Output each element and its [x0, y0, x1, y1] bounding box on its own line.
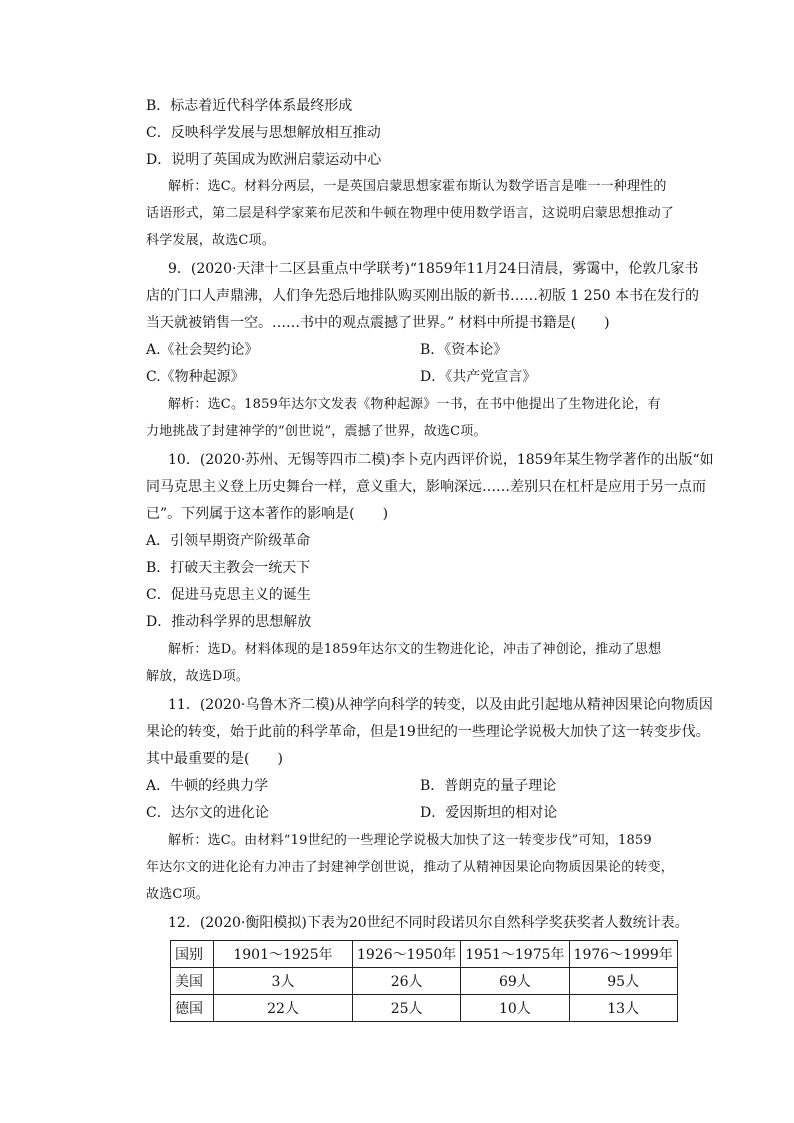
nobel-stats-table — [170, 940, 678, 1022]
question-11-line2: 果论的转变，始于此前的科学革命，但是19世纪的一些理论学说极大加快了这一转变步伐。 — [146, 724, 710, 740]
analysis-q11-line3: 故选C项。 — [146, 887, 209, 902]
table-row — [171, 968, 678, 995]
table-cell: 10人 — [461, 995, 569, 1022]
option-a-q10: A．引领早期资产阶级革命 — [146, 533, 311, 549]
option-a-q11: A．牛顿的经典力学 — [146, 778, 269, 794]
table-cell: 德国 — [171, 995, 214, 1022]
option-d-q9: D．《共产党宣言》 — [420, 369, 537, 385]
analysis-q8-line1: 解析：选C。材料分两层，一是英国启蒙思想家霍布斯认为数学语言是唯一一种理性的 — [168, 179, 667, 194]
option-b-q11: B．普朗克的量子理论 — [420, 778, 557, 794]
table-cell: 25人 — [353, 995, 461, 1022]
analysis-q8-line3: 科学发展，故选C项。 — [146, 233, 275, 248]
analysis-q11-line1: 解析：选C。由材料“19世纪的一些理论学说极大加快了这一转变步伐”可知，1859 — [168, 833, 652, 848]
table-header-cell: 1951～1975年 — [461, 941, 569, 968]
option-b-q9: B．《资本论》 — [420, 342, 508, 358]
table-cell: 95人 — [569, 968, 677, 995]
analysis-q11-line2: 年达尔文的进化论有力冲击了封建神学创世说，推动了从精神因果论向物质因果论的转变， — [146, 860, 675, 875]
question-9-line3: 当天就被销售一空。……书中的观点震撼了世界。” 材料中所提书籍是( ) — [146, 315, 610, 331]
question-9-line2: 店的门口人声鼎沸，人们争先恐后地排队购买刚出版的新书……初版 1 250 本书在发行的 — [146, 288, 699, 304]
table-cell: 3人 — [214, 968, 353, 995]
analysis-q8-line2: 话语形式，第二层是科学家莱布尼茨和牛顿在物理中使用数学语言，这说明启蒙思想推动了 — [146, 206, 675, 221]
option-d-q8: D．说明了英国成为欧洲启蒙运动中心 — [146, 152, 382, 168]
question-10-line1: 10．(2020·苏州、无锡等四市二模)李卜克内西评价说，1859年某生物学著作的出版“如 — [168, 452, 714, 468]
option-c-q10: C．促进马克思主义的诞生 — [146, 587, 311, 603]
table-header-cell: 1976～1999年 — [569, 941, 677, 968]
question-10-line3: 已”。下列属于这本著作的影响是( ) — [146, 506, 389, 522]
table-cell: 69人 — [461, 968, 569, 995]
table-cell: 美国 — [171, 968, 214, 995]
analysis-q9-line2: 力地挑战了封建神学的“创世说”，震撼了世界，故选C项。 — [146, 424, 487, 439]
option-d-q10: D．推动科学界的思想解放 — [146, 614, 312, 630]
question-11-line1: 11．(2020·乌鲁木齐二模)从神学向科学的转变，以及由此引起地从精神因果论向物质因 — [168, 697, 713, 713]
table-header-row — [171, 941, 678, 968]
table-header-cell: 国别 — [171, 941, 214, 968]
question-9-line1: 9．(2020·天津十二区县重点中学联考)“1859年11月24日清晨，雾霭中，伦敦几家书 — [168, 261, 699, 277]
analysis-q9-line1: 解析：选C。1859年达尔文发表《物种起源》一书，在书中他提出了生物进化论，有 — [168, 397, 661, 412]
option-d-q11: D．爱因斯坦的相对论 — [420, 805, 558, 821]
analysis-q10-line2: 解放，故选D项。 — [146, 669, 250, 684]
option-c-q9: C.《物种起源》 — [146, 369, 245, 385]
table-header-cell: 1926～1950年 — [353, 941, 461, 968]
table-cell: 22人 — [214, 995, 353, 1022]
option-b-q10: B．打破天主教会一统天下 — [146, 560, 311, 576]
analysis-q10-line1: 解析：选D。材料体现的是1859年达尔文的生物进化论，冲击了神创论，推动了思想 — [168, 642, 662, 657]
option-b-q8: B．标志着近代科学体系最终形成 — [146, 98, 353, 114]
option-a-q9: A.《社会契约论》 — [146, 342, 259, 358]
table-row — [171, 995, 678, 1022]
question-11-line3: 其中最重要的是( ) — [146, 751, 283, 767]
question-10-line2: 同马克思主义登上历史舞台一样，意义重大，影响深远……差别只在杠杆是应用于另一点而 — [146, 479, 706, 495]
option-c-q11: C．达尔文的进化论 — [146, 805, 269, 821]
table-header-cell: 1901～1925年 — [214, 941, 353, 968]
option-c-q8: C．反映科学发展与思想解放相互推动 — [146, 125, 381, 141]
table-cell: 13人 — [569, 995, 677, 1022]
table-cell: 26人 — [353, 968, 461, 995]
question-12-line1: 12．(2020·衡阳模拟)下表为20世纪不同时段诺贝尔自然科学奖获奖者人数统计表。 — [168, 915, 689, 931]
